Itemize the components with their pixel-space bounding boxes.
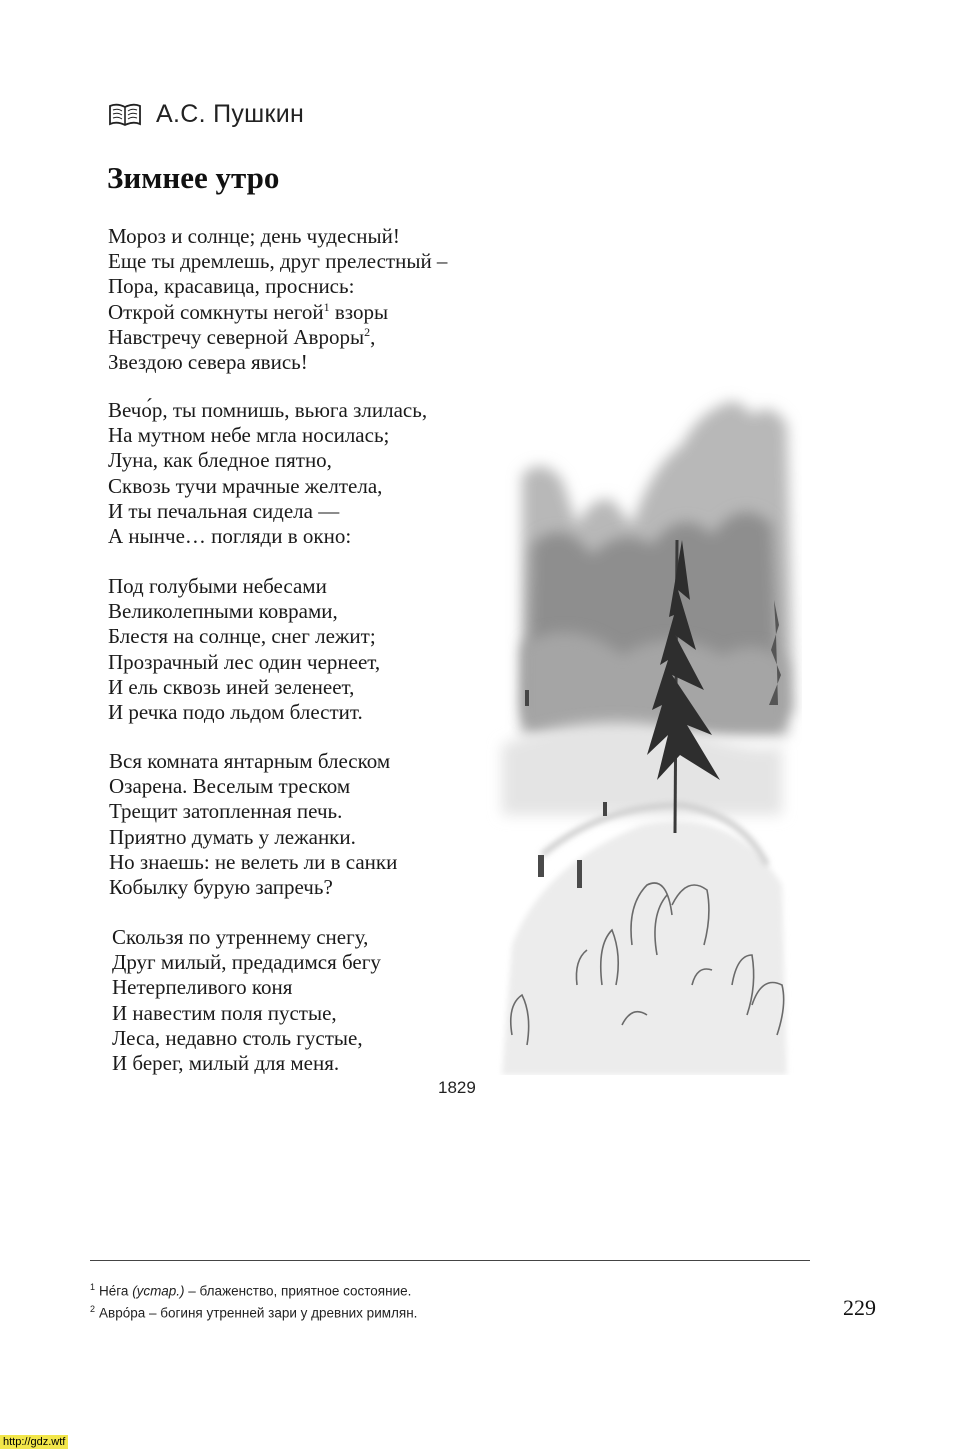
footnote-2-text: – богиня утренней зари у древних римлян. — [145, 1305, 418, 1321]
poem-line: Мороз и солнце; день чудесный! — [108, 224, 400, 248]
footnote-1-term: Не́га — [99, 1283, 129, 1299]
footnote-mark-2: 2 — [364, 324, 371, 339]
poem-line: А нынче… погляди в окно: — [108, 524, 352, 549]
poem-line: Звездою севера явись! — [108, 350, 308, 375]
poem-line: Кобылку бурую запречь? — [109, 875, 333, 900]
footnote-divider — [90, 1260, 810, 1261]
poem-line: Сквозь тучи мрачные желтела, — [108, 473, 383, 498]
footnote-2 — [90, 1304, 417, 1321]
poem-line: Нетерпеливого коня — [112, 975, 293, 1000]
stanza-5 — [112, 925, 381, 1076]
poem-line: На мутном небе мгла носилась; — [108, 423, 390, 448]
poem-line: Приятно думать у лежанки. — [109, 824, 356, 849]
page-number: 229 — [843, 1295, 876, 1320]
poem-line: Вечо́р, ты помнишь, вьюга злилась, — [108, 398, 428, 422]
stanza-2 — [108, 398, 427, 549]
footnote-2-term: Авро́ра — [99, 1305, 146, 1321]
poem-line — [108, 300, 447, 325]
author-name: А.С. Пушкин — [156, 100, 305, 128]
stanza-3 — [108, 574, 380, 725]
poem-line — [108, 325, 447, 350]
book-icon — [108, 102, 142, 128]
poem-line: И навестим поля пустые, — [112, 1000, 337, 1025]
winter-landscape-illustration — [482, 385, 802, 1075]
poem-title: Зимнее утро — [107, 160, 280, 195]
author-line — [108, 100, 304, 129]
poem-line: Еще ты дремлешь, друг прелестный – — [108, 249, 448, 274]
poem-line: И ель сквозь иней зеленеет, — [108, 674, 355, 699]
poem-line: Луна, как бледное пятно, — [108, 448, 332, 473]
footnote-1-note: (устар.) — [132, 1283, 185, 1299]
poem-line: Леса, недавно столь густые, — [112, 1025, 363, 1050]
poem-line-text: Навстречу северной Авроры — [108, 324, 365, 349]
poem-line: Блестя на солнце, снег лежит; — [108, 624, 376, 649]
source-link[interactable]: http://gdz.wtf — [0, 1435, 68, 1449]
poem-line: Друг милый, предадимся бегу — [112, 950, 381, 975]
footnote-1-mark: 1 — [90, 1282, 96, 1292]
poem-line: Под голубыми небесами — [108, 574, 327, 598]
poem-line: Трещит затопленная печь. — [109, 799, 343, 824]
poem-year: 1829 — [438, 1078, 476, 1097]
footnote-mark-1: 1 — [323, 299, 330, 314]
footnote-1-text: – блаженство, приятное состояние. — [184, 1283, 412, 1299]
footnote-2-mark: 2 — [90, 1304, 96, 1314]
poem-line: Прозрачный лес один чернеет, — [108, 649, 381, 674]
poem-line: Пора, красавица, проснись: — [108, 274, 355, 299]
poem-line: И речка подо льдом блестит. — [108, 700, 363, 725]
poem-line: Озарена. Веселым треском — [109, 774, 351, 799]
poem-line-text: Открой сомкнуты негой — [108, 299, 324, 324]
stanza-4 — [109, 749, 397, 900]
poem-line-tail: , — [370, 324, 376, 349]
poem-line: Но знаешь: не велеть ли в санки — [109, 849, 398, 874]
poem-line: И ты печальная сидела — — [108, 498, 340, 523]
poem-line: И берег, милый для меня. — [112, 1051, 340, 1076]
stanza-1 — [108, 224, 447, 375]
poem-line: Вся комната янтарным блеском — [109, 749, 391, 773]
poem-line: Великолепными коврами, — [108, 599, 338, 624]
footnote-1 — [90, 1282, 411, 1299]
poem-line-tail: взоры — [329, 299, 389, 324]
poem-line: Скользя по утреннему снегу, — [112, 925, 369, 949]
